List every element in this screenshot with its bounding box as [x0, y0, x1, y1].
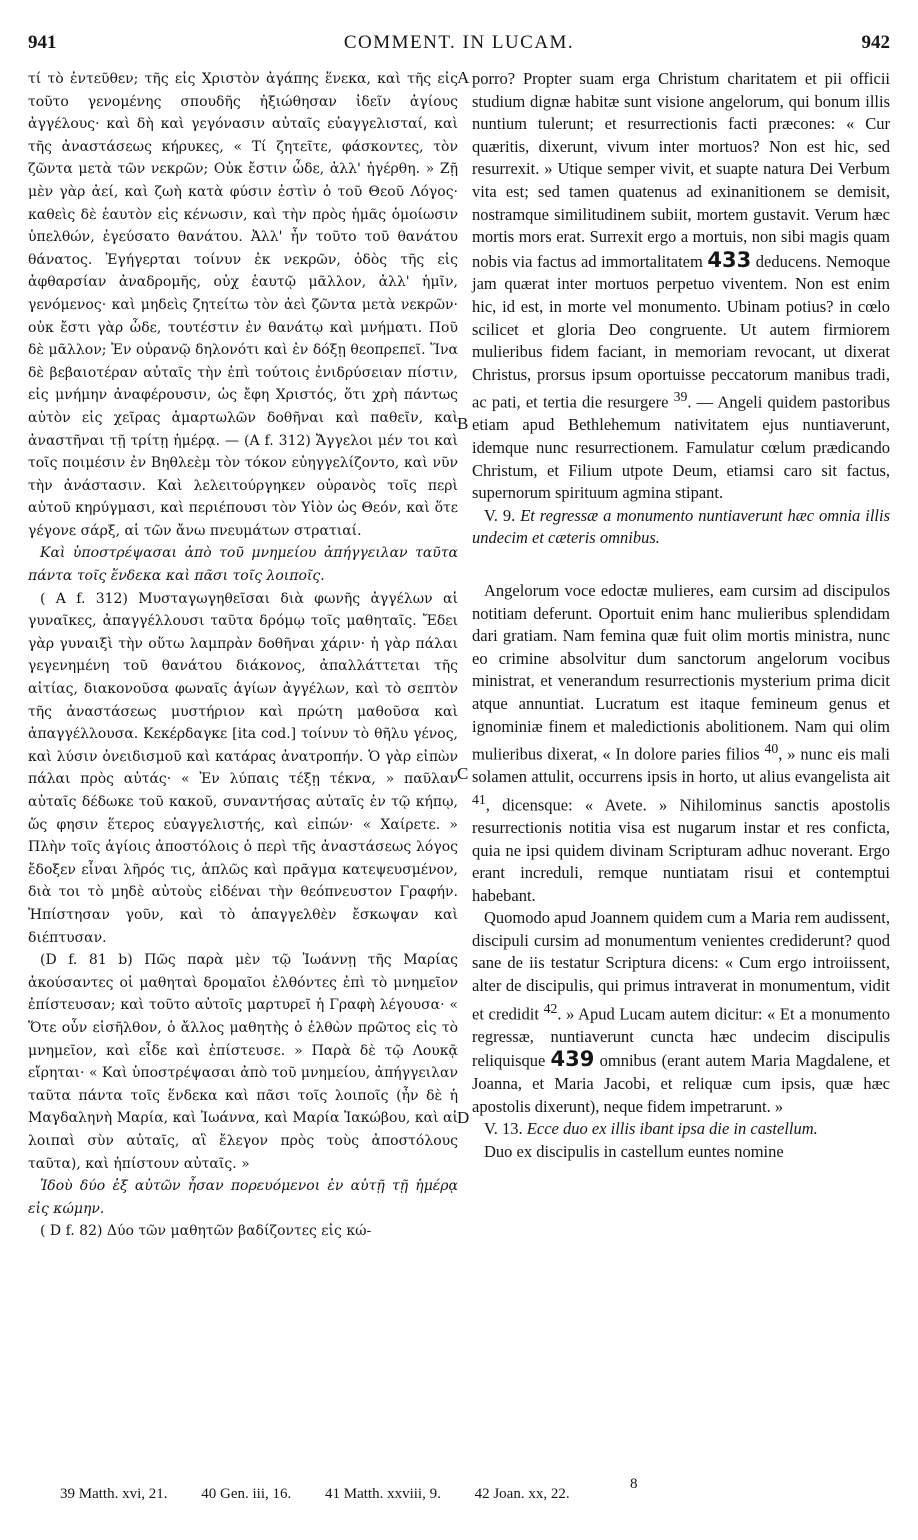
footnote-42: 42 Joan. xx, 22. [474, 1486, 570, 1502]
latin-paragraph-1: porro? Propter suam erga Christum charitatem et pii officii studium dignæ habitæ sunt visione angelorum, qui bonum illis nuntium tulerunt; et resurrectionis facti præcones: « Cur quæritis, dixerunt, vivum inter mortuos? Non est hic, sed resurrexit. » Utique semper vivit, et suapte natura Dei Verbum vita est; sed tamen quatenus ad exinanitionem se demisit, nostramque similitudinem subiit, mortem gustavit. Verum hæc mortis mors erat. Surrexit ergo a mortuis, non sibi magis quam nobis via factus ad immortalitatem 433 deducens. Nemoque jam quærat inter mortuos perpetuo viventem. Non est enim hic, id est, in morte vel monumento. Ubinam potius? in cœlo scilicet et gloria Deo congruente. Ut autem firmiorem mulieribus fidem faciant, in memoriam revocant, ut dixerat Christus, prorsus ipsum oportuisse peccatorum manibus tradi, ac pati, et tertia die resurgere $^{39}$. — Angeli quidem pastoribus etiam apud Bethlehemum nativitatem ejus nuntiaverunt, idemque nunc resurrectionem. Famulatur cœlum prædicando Christum, et Filium utpote Deum, etiamsi caro sit factus, supernorum spirituum agmina stipant. [472, 69, 891, 503]
latin-paragraph-3: Quomodo apud Joannem quidem cum a Maria rem audissent, discipuli cursim ad monumentum venientes crediderunt? quod sane de iis testatur Scriptura dicens: « Cum ergo introiissent, alter de discipulis, qui primus intraverat in monumentum, vidit et credidit $^{42}$. » Apud Lucam autem dicitur: « Et a monumento regressæ, nuntiaverunt cuncta hæc undecim discipulis reliquisque 439 omnibus (erant autem Maria Magdalene, et Joanna, et Maria Jacobi, et reliquæ cum ipsis, quæ hæc apostolis dixerunt), neque fidem impetrarunt. » [472, 908, 891, 1116]
running-header [28, 32, 890, 58]
greek-paragraph-1: τί τὸ ἐντεῦθεν; τῆς εἰς Χριστὸν ἀγάπης ἕνεκα, καὶ τῆς εἰς τοῦτο γενομένης σπουδῆς ἠξιώθησαν ἰδεῖν ἁγίους ἀγγέλους· καὶ δὴ καὶ γεγόνασιν αὐταῖς εὐαγγελισταί, καὶ τῆς ἀναστάσεως κήρυκες, « Τί ζητεῖτε, φάσκοντες, τὸν ζῶντα μετὰ τῶν νεκρῶν; Οὐκ ἔστιν ὧδε, ἀλλ' ἠγέρθη. » Ζῇ μὲν γὰρ ἀεί, καὶ ζωὴ κατὰ φύσιν ἐστὶν ὁ τοῦ Θεοῦ Λόγος· καθεὶς δὲ ἑαυτὸν εἰς κένωσιν, καὶ τὴν πρὸς ἡμᾶς ὁμοίωσιν ὑπελθών, ἐγεύσατο θανάτου. Ἀλλ' ἦν τοῦτο τοῦ θανάτου θάνατος. Ἐγήγερται τοίνυν ἐκ νεκρῶν, ὁδὸς τῆς εἰς ἀφθαρσίαν ἀναδρομῆς, οὐχ ἑαυτῷ μᾶλλον, ἀλλ' ἡμῖν, γενόμενος· καὶ μηδεὶς ζητείτω τὸν ἀεὶ ζῶντα μετὰ νεκρῶν· οὐκ ἔστι γὰρ ὧδε, τουτέστιν ἐν θανάτῳ καὶ μνήματι. Ποῦ δὲ μᾶλλον; Ἐν οὐρανῷ δηλονότι καὶ ἐν δόξῃ θεοπρεπεῖ. Ἵνα δὲ βεβαιοτέραν αὐταῖς τὴν ἐπὶ τούτοις ἐνιδρύσειαν πίστιν, εἰς μνήμην ἀναφέρουσιν, ὡς ἔφη Χριστός, ὅτι χρὴ πάντως αὐτὸν εἰς χεῖρας ἁμαρτωλῶν δοθῆναι καὶ παθεῖν, καὶ ἀναστῆναι τῇ τρίτῃ ἡμέρᾳ. — (A f. 312) Ἄγγελοι μέν τοι καὶ τοῖς ποιμέσιν ἐν Βηθλεὲμ τὸν τόκον εὐηγγελίζοντο, καὶ νῦν τὴν ἀνάστασιν. Καὶ λελειτούργηκεν οὐρανὸς τοῖς περὶ αὐτοῦ κηρύγμασι, καὶ περιέπουσι τὸν Υἱὸν ὡς Θεόν, καὶ ὅτε γέγονε σάρξ, αἱ τῶν ἄνω πνευμάτων στρατιαί. [28, 71, 458, 539]
greek-column [28, 68, 458, 1243]
page-number-left: 941 [28, 32, 57, 53]
greek-paragraph-4: ( D f. 82) Δύο τῶν μαθητῶν βαδίζοντες εἰς κώ- [40, 1223, 372, 1240]
footnote-ref: 42 [543, 1000, 558, 1016]
footnote-41: 41 Matth. xxviii, 9. [325, 1486, 441, 1502]
margin-marker-c: C [457, 764, 469, 783]
greek-verse-13: Ἰδοὺ δύο ἐξ αὐτῶν ἦσαν πορευόμενοι ἐν αὐτῇ τῇ ἡμέρᾳ εἰς κώμην. [28, 1178, 458, 1217]
margin-marker-d: D [457, 1108, 470, 1127]
latin-paragraph-2: Angelorum voce edoctæ mulieres, eam cursim ad discipulos notitiam deferunt. Oportuit enim hanc mulieribus splendidam dari gratiam. Nam femina quæ fuit olim mortis ministra, nunc eo crimine absolvitur dum sanctorum angelorum vocibus ministrat, et venerandum resurrectionis mysterium prima dicit atque annuntiat. Lucratum est itaque femineum genus et ignominiæ finem et maledictionis abolitionem. Nam qui olim mulieribus dixerat, « In dolore paries filios $^{40}$, » nunc eis mali solamen attulit, occurrens ipsis in horto, ut alius evangelista ait $^{41}$, dicensque: « Avete. » Nihilominus sanctis apostolis resurrectionis notitia visa est nugarum instar et res conficta, quia ne ipsi quidem divinam Scripturam adhuc noverant. Ergo erant increduli, remque nuntiatam risui et contemptui habebant. [472, 580, 890, 905]
margin-marker-a: A [457, 68, 470, 87]
footnote-ref: 39 [673, 389, 688, 405]
greek-paragraph-3: (D f. 81 b) Πῶς παρὰ μὲν τῷ Ἰωάννῃ τῆς Μαρίας ἀκούσαντες οἱ μαθηταὶ δρομαῖοι ἐλθόντες ἐπὶ τὸ μνημεῖον ἐπίστευσαν; καὶ τοῦτο αὐτοῖς μαρτυρεῖ ἡ Γραφὴ λέγουσα· « Ὅτε οὖν εἰσῆλθον, ὁ ἄλλος μαθητὴς ὁ ἐλθὼν πρῶτος εἰς τὸ μνημεῖον, καὶ εἶδε καὶ ἐπίστευσε. » Παρὰ δὲ τῷ Λουκᾷ εἴρηται· « Καὶ ὑποστρέψασαι ἀπὸ τοῦ μνημείου, ἀπήγγειλαν ταῦτα πάντα τοῖς ἕνδεκα καὶ πᾶσι τοῖς λοιποῖς (ἦν δὲ ἡ Μαγδαληνὴ Μαρία, καὶ Ἰωάννα, καὶ Μαρία Ἰακώβου, καὶ αἱ λοιπαὶ σὺν αὐταῖς, αἳ ἔλεγον πρὸς τοὺς ἀποστόλους ταῦτα), καὶ ἠπίστουν αὐταῖς. » [28, 952, 458, 1172]
latin-column [472, 68, 890, 1163]
latin-paragraph-4: Duo ex discipulis in castellum euntes nomine [484, 1141, 784, 1161]
running-title: COMMENT. IN LUCAM. [343, 32, 575, 53]
greek-verse-9: Καὶ ὑποστρέψασαι ἀπὸ τοῦ μνημείου ἀπήγγειλαν ταῦτα πάντα τοῖς ἕνδεκα καὶ πᾶσι τοῖς λοιποῖς. [28, 545, 458, 585]
page-number-right: 942 [861, 32, 890, 53]
latin-verse-9: V. 9. Et regressæ a monumento nuntiaverunt hæc omnia illis undecim et cæteris omnibus. [472, 505, 890, 548]
signature-mark: 8 [630, 1476, 638, 1492]
footnote-39: 39 Matth. xvi, 21. [60, 1486, 168, 1502]
footnote-ref: 40 [764, 741, 779, 757]
footnote-ref: 41 [472, 791, 486, 807]
footnotes [60, 1486, 900, 1503]
footnote-40: 40 Gen. iii, 16. [201, 1486, 292, 1502]
greek-paragraph-2: ( A f. 312) Μυσταγωγηθεῖσαι διὰ φωνῆς ἀγγέλων αἱ γυναῖκες, ἀπαγγέλλουσι ταῦτα δρόμῳ τοῖς μαθηταῖς. Ἔδει γὰρ γυναιξὶ τὴν οὕτω λαμπρὰν δοθῆναι χάριν· ἡ γὰρ πάλαι γεγενημένη τοῦ θανάτου διάκονος, ἀπαλλάττεται τῆς αἰτίας, διακονοῦσα φωναῖς ἁγίων ἀγγέλων, καὶ τὸ σεπτὸν τῆς ἀναστάσεως μυστήριον καὶ πρώτη μαθοῦσα καὶ ἀπαγγέλλουσα. Κεκέρδαγκε [ita cod.] τοίνυν τὸ θῆλυ γένος, καὶ λύσιν ὀνειδισμοῦ καὶ κατάρας ἀνατροπήν. Ὁ γὰρ εἰπὼν πάλαι πρὸς αὐτάς· « Ἐν λύπαις τέξῃ τέκνα, » παῦλαν αὐταῖς δέδωκε τοῦ κακοῦ, συναντήσας αὐταῖς ἐν τῷ κήπῳ, ὥς φησιν ἕτερος εὐαγγελιστής, καὶ εἰπών· « Χαίρετε. » Πλὴν τοῖς ἁγίοις ἀποστόλοις ὁ περὶ τῆς ἀναστάσεως λόγος ἔδοξεν εἶναι λῆρός τις, ἁπλῶς καὶ πρᾶγμα κατεψευσμένον, διὰ τοι τὸ μηδὲ αὐτοὺς εἰδέναι τὴν θεόπνευστον Γραφήν. Ἠπίστησαν γοῦν, καὶ τὸ ἀπαγγελθὲν ἔσκωψαν καὶ διέπτυσαν. [28, 590, 458, 946]
margin-page-number: 439 [550, 1047, 595, 1072]
latin-verse-13: V. 13. Ecce duo ex illis ibant ipsa die in castellum. [484, 1119, 818, 1139]
margin-page-number: 433 [707, 247, 752, 272]
margin-marker-b: B [457, 414, 469, 433]
